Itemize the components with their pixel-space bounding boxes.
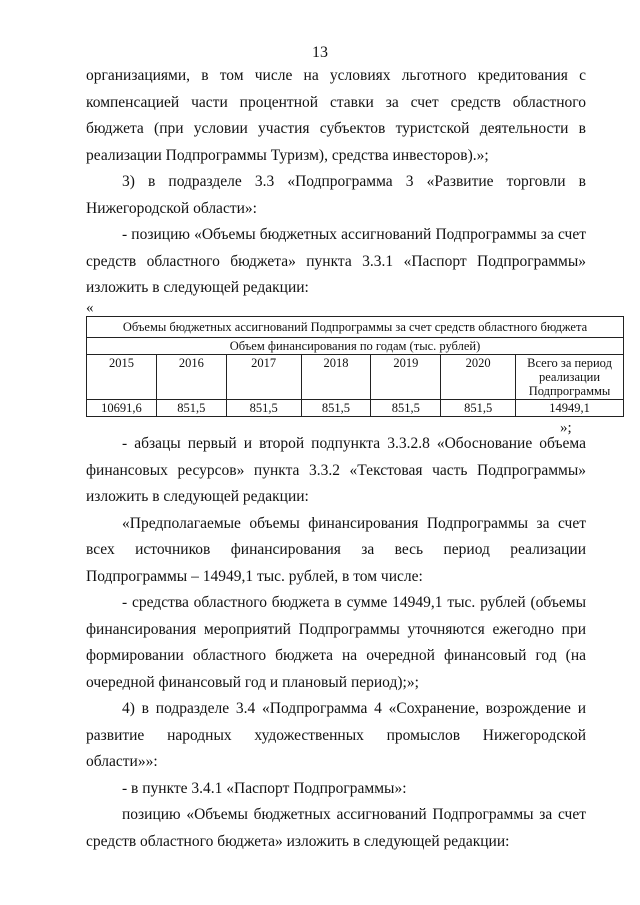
paragraph-3-4-1: - в пункте 3.4.1 «Паспорт Подпрограммы»: (122, 779, 407, 797)
table-title: Объемы бюджетных ассигнований Подпрограммы за счет средств областного бюджета (87, 317, 624, 338)
paragraph-item-4: 4) в подразделе 3.4 «Подпрограмма 4 «Сохранение, возрождение и развитие народных художественных промыслов Нижегородской (86, 700, 586, 744)
table-header-cell: 2017 (226, 355, 301, 400)
table-header-cell-total: Всего за период реализации Подпрограммы (516, 355, 624, 400)
paragraph-position: позицию «Объемы бюджетных ассигнований Подпрограммы за счет средств областного бюджета» изложить в следующей редакции: (86, 806, 586, 850)
paragraph-regional-budget: - средства областного бюджета в сумме 14949,1 тыс. рублей (объемы финансирования мероприятий Подпрограммы уточняются ежегодно при формировании областного бюджета на очередной финансовый год (на очередной финансовый год и плановый период);»; (86, 594, 586, 691)
table-cell: 851,5 (226, 400, 301, 417)
page-number: 13 (312, 44, 328, 61)
paragraph-3-3-2-8: - абзацы первый и второй подпункта 3.3.2.8 «Обоснование объема финансовых ресурсов» пункта 3.3.2 «Текстовая часть Подпрограммы» изложить в следующей редакции: (86, 435, 586, 505)
table-row (87, 400, 624, 417)
table-cell: 851,5 (441, 400, 516, 417)
table-cell-total: 14949,1 (516, 400, 624, 417)
paragraph-position-3-3-1: - позицию «Объемы бюджетных ассигнований Подпрограммы за счет средств областного бюджета» пункта 3.3.1 «Паспорт Подпрограммы» изложить в следующей редакции: (86, 226, 586, 296)
closing-quote-mark: »; (560, 420, 572, 436)
table-cell: 10691,6 (87, 400, 157, 417)
table-subtitle: Объем финансирования по годам (тыс. рублей) (87, 338, 624, 355)
table-cell: 851,5 (301, 400, 371, 417)
paragraph-item-4-end: области»»: (86, 753, 158, 770)
table-header-cell: 2016 (156, 355, 226, 400)
table-cell: 851,5 (371, 400, 441, 417)
opening-quote-mark: « (86, 300, 94, 316)
table-header-cell: 2018 (301, 355, 371, 400)
paragraph-continuation: организациями, в том числе на условиях льготного кредитования с компенсацией части процентной ставки за счет средств областного бюджета (при условии участия субъектов туристской деятельности в реализации Подпрограммы Туризм), средства инвесторов).»; (86, 67, 586, 164)
table-header-cell: 2015 (87, 355, 157, 400)
paragraph-financing-line: «Предполагаемые объемы финансирования Подпрограммы за счет всех источников финансирования за весь период реализации (86, 514, 586, 558)
table-header-cell: 2019 (371, 355, 441, 400)
paragraph-item-3: 3) в подразделе 3.3 «Подпрограмма 3 «Развитие торговли в Нижегородской области»: (86, 173, 586, 217)
table-header-cell: 2020 (441, 355, 516, 400)
paragraph-financing-total: Подпрограммы – 14949,1 тыс. рублей, в том числе: (86, 567, 423, 585)
table-header-row (87, 355, 624, 400)
text-block-lower (86, 431, 586, 855)
table-cell: 851,5 (156, 400, 226, 417)
text-block-upper (86, 63, 586, 302)
budget-table (86, 316, 624, 417)
